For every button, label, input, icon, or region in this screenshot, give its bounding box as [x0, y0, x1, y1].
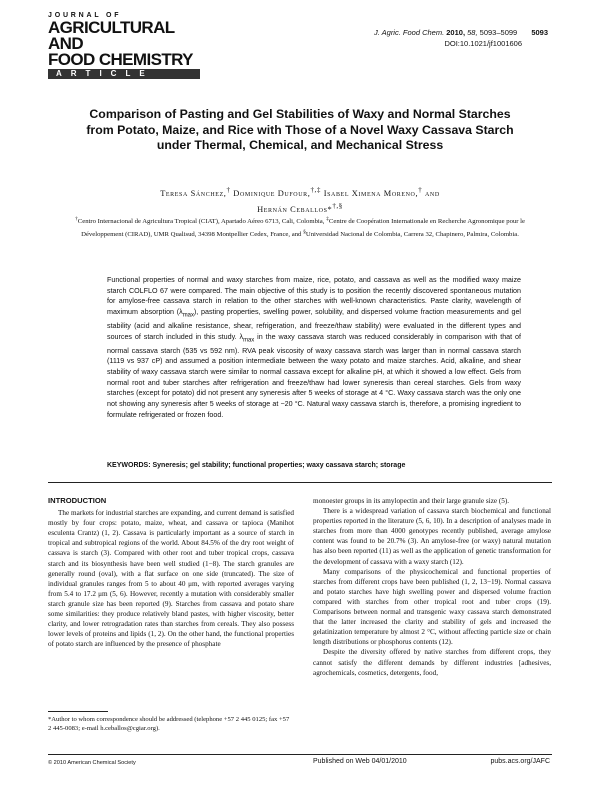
- citation-line: [374, 27, 548, 38]
- citation-pages: 5093–5099: [479, 28, 518, 37]
- author-3-affil: †: [418, 186, 423, 194]
- doi: DOI:10.1021/jf1001606: [444, 39, 522, 48]
- affiliations: [70, 214, 530, 241]
- author-3: Isabel Ximena Moreno,: [323, 188, 419, 198]
- author-list: [60, 184, 540, 216]
- keywords-divider: [48, 482, 552, 483]
- intro-paragraph-2: There is a widespread variation of cassava starch biochemical and functional properties reported in the literature (5, 6, 10). In a description of analyses made in starches from more than 4000 genotypes recently published, average amylose content was found to be 20.7% (3). An amylose-free (or waxy) natural mutation has also been reported (11) as well as the application of genetic transformation for the development of cassava with a waxy starch (12).: [313, 507, 551, 566]
- journal-abbrev: J. Agric. Food Chem.: [374, 28, 445, 37]
- affiliation-3: Universidad Nacional de Colombia, Carrera 32, Chapinero, Palmira, Colombia.: [305, 231, 519, 239]
- citation-year: 2010,: [446, 28, 466, 37]
- citation-volume: 58,: [467, 28, 478, 37]
- logo-line-2: AGRICULTURAL AND: [48, 18, 175, 53]
- author-4-affil: †,§: [332, 201, 343, 210]
- logo-line-4: ARTICLE: [48, 69, 200, 79]
- keywords: KEYWORDS: Syneresis; gel stability; functional properties; waxy cassava starch; storage: [107, 462, 406, 469]
- lambda-max-sub-1: max: [182, 312, 194, 319]
- affil-1-mark: †: [74, 216, 78, 222]
- citation-header: [374, 27, 548, 49]
- lambda-max-sub-2: max: [243, 337, 255, 344]
- publication-date: Published on Web 04/01/2010: [313, 758, 407, 765]
- intro-paragraph-continued: monoester groups in its amylopectin and their large granule size (5).: [313, 497, 510, 505]
- left-column: [48, 496, 294, 649]
- author-2: Dominique Dufour,: [233, 188, 311, 198]
- page-number: 5093: [531, 28, 548, 37]
- journal-url: pubs.acs.org/JAFC: [490, 758, 550, 765]
- logo-line-3: FOOD CHEMISTRY: [48, 50, 193, 69]
- copyright: © 2010 American Chemical Society: [48, 760, 136, 766]
- footnote-divider: [48, 711, 108, 712]
- abstract-part-2: ), pasting properties, swelling power, solubility, and dispersed volume fraction measurements and gel stability (acid and alkaline resistance, shear, refrigeration, and freeze/thaw stability) were evaluated in the different types and sources of starch included in this study. λ: [107, 307, 522, 341]
- abstract: [107, 275, 521, 420]
- introduction-heading: INTRODUCTION: [48, 496, 107, 505]
- author-2-affil: †,‡: [310, 186, 321, 194]
- journal-logo: [48, 12, 200, 79]
- author-conjunction: and: [424, 188, 440, 198]
- article-title: Comparison of Pasting and Gel Stabilities of Waxy and Normal Starches from Potato, Maize, and Rice with Those of a Novel Waxy Cassava Starch under Thermal, Chemical, and Mechanical Stress: [86, 107, 514, 152]
- correspondence-footnote: *Author to whom correspondence should be addressed (telephone +57 2 445 0125; fax +57 2 445-0083; e-mail h.ceballos@cgiar.org).: [48, 716, 290, 733]
- right-column: [313, 496, 551, 678]
- logo-line-1: JOURNAL OF: [48, 12, 122, 19]
- abstract-part-3: in the waxy cassava starch was reduced considerably in comparison with that of normal cassava starch (535 vs 592 nm). RVA peak viscosity of waxy cassava starch was larger than in normal cassava starch (1119 vs 937 cP) and assumed a position intermediate between the waxy potato and maize starches. Acid, alkaline, and shear stability of waxy cassava starch were similar to normal cassava except for alkaline pH, at which it showed a low effect. Gels from normal root and tuber starches after refrigeration and freeze/thaw had lower syneresis than cereal starches. Gels from waxy starches (except for potato) did not present any syneresis after 5 weeks of storage at 4 °C. Waxy cassava starch was the only one not showing any syneresis after 5 weeks of storage at −20 °C. Natural waxy cassava starch is, therefore, a promising ingredient to formulate refrigerated or frozen food.: [107, 332, 521, 419]
- intro-paragraph-4: Despite the diversity offered by native starches from different crops, they cannot satisfy the different demands by different industries [adhesives, agrochemicals, cosmetics, detergents, food,: [313, 648, 551, 677]
- affil-2-mark: ‡: [326, 216, 329, 222]
- intro-paragraph-1: The markets for industrial starches are expanding, and current demand is satisfied mostly by four crops: potato, maize, wheat, and cassava or tapioca (Manihot esculenta Crantz) (1, 2). Cassava is particularly important as a source of starch in tropical and subtropical regions of the world. About 84.5% of the dry root weight of cassava is starch (3). Compared with other root and tuber tropical crops, cassava starch and its biosynthesis have been well studied (1−8). The starch granules are generally round (oval), with a flat surface on one side (truncated). The size of individual granules ranges from 5 to about 40 μm, with reported averages varying from 5.4 to 17.2 μm (5, 6). However, recently a mutation with considerably smaller starch granule size has been reported (9). Starches from cassava and potato share some similarities: they produce relatively bland pastes, with higher viscosity, better clarity, and lower retrogradation rates than starches from cereals. They also possess lower levels of proteins and lipids (1, 2). On the other hand, the functional properties of potato starch are influenced by the presence of phosphate: [48, 509, 294, 649]
- author-1: Teresa Sánchez,: [160, 188, 227, 198]
- affiliation-1: Centro Internacional de Agricultura Tropical (CIAT), Apartado Aéreo 6713, Cali, Colombia,: [77, 218, 325, 226]
- abstract-part-1: Functional properties of normal and waxy starches from maize, rice, potato, and cassava as well as the modified waxy maize starch COLFLO 67 were compared. The main objective of this study is to position the recently discovered spontaneous mutation for amylose-free cassava starch in relation to the other starches with well-known characteristics. Paste clarity, wavelength of maximum absorption (λ: [107, 276, 521, 316]
- affil-3-mark: §: [303, 229, 306, 236]
- affiliation-2: Centre de Coopération Internationale en Recherche Agronomique pour le Développement (CIRAD), UMR Qualisud, 34398 Montpellier Cedex, France, and: [81, 218, 525, 239]
- footer-divider: [48, 754, 552, 755]
- author-4: Hernán Ceballos*: [257, 204, 333, 214]
- author-1-affil: †: [226, 186, 231, 194]
- intro-paragraph-3: Many comparisons of the physicochemical and functional properties of starches from different crops have been published (1, 2, 13−19). Normal cassava and potato starches have high swelling power and dispersed volume fraction compared with starches from other tropical root and tuber crops (19). Comparisons between normal and transgenic waxy cassava starch demonstrated that the latter increased the clarity and stability of gels and increased the gelatinization temperature by almost 2 °C, without affecting particle size or chain length distributions or phosphorus contents (12).: [313, 567, 551, 647]
